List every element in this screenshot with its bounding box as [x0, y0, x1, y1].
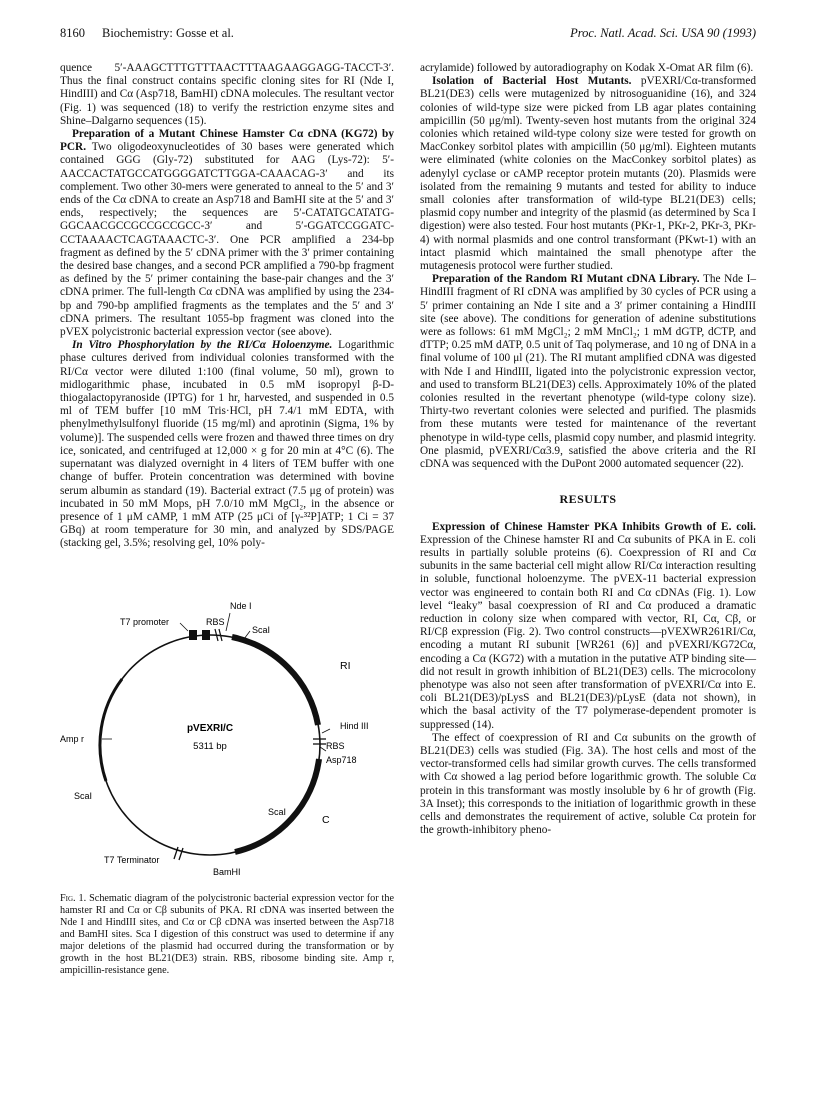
left-column	[60, 62, 394, 977]
label-nde-i: Nde I	[230, 600, 252, 611]
rbs-mark	[202, 630, 210, 640]
running-authors: Biochemistry: Gosse et al.	[102, 26, 234, 40]
label-bamhi: BamHI	[213, 866, 241, 877]
leader-line	[322, 729, 330, 733]
c-gene-arc	[235, 759, 319, 852]
plasmid-name: pVEXRI/C	[186, 722, 234, 734]
page-number: 8160	[60, 26, 85, 40]
paragraph	[60, 339, 394, 550]
plasmid-diagram	[60, 567, 394, 887]
section-heading: In Vitro Phosphorylation by the RI/Cα Holoenzyme.	[72, 339, 333, 352]
paragraph: acrylamide) followed by autoradiography on Kodak X-Omat AR film (6).	[420, 62, 754, 74]
label-ri: RI	[340, 659, 351, 672]
paragraph	[420, 273, 756, 471]
section-heading: Isolation of Bacterial Host Mutants.	[432, 75, 632, 88]
section-heading: Expression of Chinese Hamster PKA Inhibits Growth of E. coli.	[432, 520, 756, 533]
figure-plasmid-map	[60, 567, 394, 887]
label-asp718: Asp718	[326, 754, 357, 765]
paragraph: The effect of coexpression of RI and Cα subunits on the growth of BL21(DE3) cells was studied (Fig. 3A). The host cells and most of the vector-transformed cells had similar growth curves. The cells transformed with Cα showed a lag period before logarithmic growth. The soluble Cα protein in this transformant was mostly insoluble by 6 hr of growth (Fig. 3A Inset); this corresponds to the initiation of logarithmic growth in these cells and demonstrates the requirement of active, soluble Cα protein for the growth-inhibitory pheno-	[420, 731, 756, 837]
paragraph	[420, 521, 756, 732]
running-header	[60, 26, 756, 46]
right-column	[420, 62, 756, 837]
leader-line	[226, 613, 230, 631]
paragraph-body: The Nde I–HindIII fragment of RI cDNA was amplified by 30 cycles of PCR using a 5′ primer containing an Nde I site and a 3′ primer containing a HindIII site (see above). The conditions for generation of adenine substitutions were as follows: 61 mM MgCl₂; 2 mM MnCl₂; 1 mM dGTP, dCTP, and dTTP; 0.25 mM dATP, 0.5 unit of Taq polymerase, and 10 ng of DNA in a final volume of 100 μl (21). The RI mutant amplified cDNA was digested with Nde I and HindIII, ligated into the polycistronic expression vector, and used to transform BL21(DE3) cells. Approximately 10% of the plated colonies resulted in the revertant phenotype (wild-type colony size). Thirty-two revertant colonies were selected and purified. The plasmids from these mutants were tested for maintenance of the revertant phenotype in wild-type cells, plasmid copy number, and plasmid integrity. One plasmid, pVEXRI/Cα3.9, satisfied the above criteria and the RI cDNA was sequenced with the DuPont 2000 automated sequencer (22).	[420, 273, 756, 471]
label-scai-right: ScaI	[268, 806, 287, 817]
section-heading: Preparation of a Mutant Chinese Hamster Cα cDNA (KG72) by PCR.	[60, 128, 394, 154]
leader-line	[180, 623, 188, 631]
paragraph-body: Expression of the Chinese hamster RI and Cα subunits of PKA in E. coli results in partially soluble proteins (6). Coexpression of RI and Cα subunits in the same bacterial cell might allow RI/Cα interaction resulting in soluble, functional holoenzyme. The pVEX-11 bacterial expression vector was engineered to contain both RI and Cα cDNAs (Fig. 1). Low level “leaky” basal coexpression of RI and Cα produced a dramatic reduction in colony size when compared with vector, RI, Cα, Cβ, or RI/Cβ expression (Fig. 2). Two control constructs—pVEXWR261RI/Cα, encoding a mutant RI subunit [WR261 (6)] and pVEXRI/KG72Cα, encoding a Cα (KG72) with a mutation in the putative ATP binding site—did not result in growth inhibition of BL21(DE3) cells. The microcolony phenotype was also not seen after transformation of pVEXRI/Cα into E. coli BL21(DE3)/pLysS and BL21(DE3)/pLysE (data not shown), in which the basal activity of the T7 polymerase-dependent promoter is suppressed (14).	[420, 533, 756, 731]
label-amp-r: Amp r	[60, 733, 85, 744]
paragraph	[420, 75, 756, 273]
paragraph-body: pVEXRI/Cα-transformed BL21(DE3) cells were mutagenized by nitrosoguanidine (16), and 324 colonies of wild-type size were picked from LB agar plates containing ampicillin (50 μg/ml). Twenty-seven host mutants from the original 324 colonies which retained wild-type colony size were tested for growth on MacConkey sorbitol plates with ampicillin (50 μg/ml). Eighteen mutants were eliminated (white colonies on the MacConkey sorbitol plates) as adenylyl cyclase or cAMP receptor protein mutants (20). Plasmids were isolated from the remaining 9 mutants and tested for ability to induce small colonies after transformation of wild-type BL21(DE3) cells; plasmid copy number and integrity of the plasmid (as determined by Sca I digestion) were also tested. Four host mutants (PKr-1, PKr-2, PKr-3, PKr-4) with normal plasmids and one control transformant (PKwt-1) with an intact plasmid which maintained the small phenotype after the mutagenesis protocol were further studied.	[420, 75, 756, 273]
plasmid-size: 5311 bp	[193, 740, 227, 752]
terminator-tick	[179, 848, 183, 860]
t7-promoter-mark	[189, 630, 197, 640]
label-rbs-top: RBS	[206, 616, 225, 627]
paragraph: quence 5′-AAAGCTTTGTTTAACTTTAAGAAGGAGG-TACCT-3′. Thus the final construct contains specific cloning sites for RI (Nde I, HindIII) and Cα (Asp718, BamHI) cDNA molecules. The resultant vector (Fig. 1) was sequenced (18) to verify the restriction enzyme sites and Shine–Dalgarno sequences (15).	[60, 62, 394, 127]
label-scai-top: ScaI	[252, 624, 271, 635]
label-hind-iii: Hind III	[340, 720, 369, 731]
caption-text: Schematic diagram of the polycistronic bacterial expression vector for the hamster RI and Cα or Cβ subunits of PKA. RI cDNA was inserted between the Nde I and HindIII sites, and Cα or Cβ cDNA was inserted between the Asp718 and BamHI sites. Sca I digestion of this construct was used to determine if any major deletions of the plasmid had occurred during the transformation or by growth in the host BL21(DE3) strain. RBS, ribosome binding site. Amp r, ampicillin-resistance gene.	[60, 892, 394, 976]
figure-caption	[60, 893, 394, 977]
label-t7-promoter: T7 promoter	[120, 616, 170, 627]
results-heading: RESULTS	[559, 492, 617, 507]
label-scai-left: ScaI	[74, 790, 93, 801]
ampr-gene-arc	[100, 679, 122, 781]
label-rbs-right: RBS	[326, 740, 345, 751]
journal-citation: Proc. Natl. Acad. Sci. USA 90 (1993)	[570, 26, 756, 40]
caption-label: Fig. 1.	[60, 892, 87, 904]
paragraph-body: Logarithmic phase cultures derived from individual colonies transformed with the RI/Cα vector were diluted 1:100 (final volume, 50 ml), grown to midlogarithmic phase, incubated in 0.5 mM isopropyl β-D-thiogalactopyranoside (IPTG) for 1 hr, harvested, and suspended in 0.5 ml of TEM buffer [10 mM Tris·HCl, pH 7.4/1 mM EDTA, with phenylmethylsulfonyl fluoride (15 mg/ml) and aprotinin (Sigma, 1% by volume)]. The suspended cells were frozen and thawed three times on dry ice, sonicated, and centrifuged at 12,000 × g for 20 min at 4°C (6). The supernatant was dialyzed overnight in 4 liters of TEM buffer with one change of buffer. Protein concentration was determined with bovine serum albumin as standard (19). Bacterial extract (7.5 μg of protein) was incubated in 50 mM Mops, pH 7.0/10 mM MgCl₂, in the absence or presence of 1 μM cAMP, 1 mM ATP (25 μCi of [γ-³²P]ATP; 1 Ci = 37 GBq) at room temperature for 30 min, and analyzed by SDS/PAGE (stacking gel, 3.5%; resolving gel, 10% poly-	[60, 339, 394, 550]
ri-gene-arc	[232, 637, 318, 725]
leader-line	[244, 631, 250, 639]
label-t7-terminator: T7 Terminator	[104, 854, 160, 865]
section-heading: Preparation of the Random RI Mutant cDNA Library.	[432, 273, 700, 286]
paragraph-body: Two oligodeoxynucleotides of 30 bases were generated which contained GGG (Gly-72) substituted for AAG (Lys-72): 5′-AACCACTATGCCATGGGGATCTTGGA-CAAACAG-3′ and its complement. Two other 30-mers were generated to anneal to the 5′ and 3′ ends of the Cα cDNA to create an Asp718 and BamHI site at the 5′ and 3′ ends, respectively; the sequences are 5′-CATATGCATATG-GGCAACGCCGCCGCCGCC-3′ and 5′-GGATCCGGATC-CCTAAAACTCAGTAAACTC-3′. One PCR amplified a 234-bp fragment as defined by the 5′ cDNA primer with the 3′ primer containing the desired base changes, and a second PCR amplified a 790-bp fragment as defined by the 5′ primer containing the base-pair changes and the 3′ cDNA primer. The full-length Cα cDNA was amplified by using the 234-bp and 790-bp amplified fragments as the templates and the 5′ and 3′ cDNA primers. The resultant 1055-bp fragment was cloned into the pVEX polycistronic bacterial expression vector (see above).	[60, 141, 394, 339]
label-c: C	[322, 813, 330, 826]
paragraph	[60, 128, 394, 339]
